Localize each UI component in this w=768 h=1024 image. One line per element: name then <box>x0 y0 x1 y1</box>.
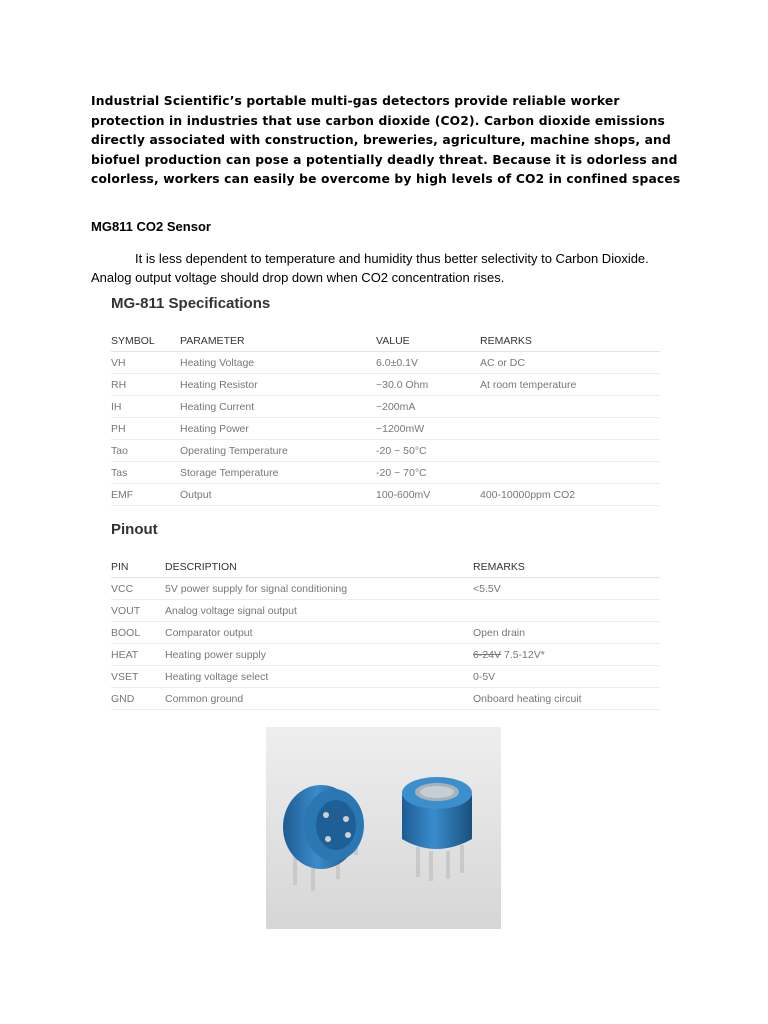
pin-name: VCC <box>111 578 165 600</box>
intro-paragraph: Industrial Scientific’s portable multi-gas detectors provide reliable worker protection in industries that use carbon dioxide (CO2). Carbon dioxide emissions directly associated with construction, breweries, agriculture, machine shops, and biofuel production can pose a potentially deadly threat. Because it is odorless and colorless, workers can easily be overcome by high levels of CO2 in confined spaces <box>91 94 681 187</box>
spec-value: ~1200mW <box>376 418 480 440</box>
spec-symbol: Tas <box>111 462 180 484</box>
table-row <box>111 352 660 374</box>
pin-remarks: <5.5V <box>473 578 660 600</box>
pin-remarks <box>473 644 660 666</box>
specs-header-parameter: PARAMETER <box>180 330 376 352</box>
table-row <box>111 644 660 666</box>
spec-parameter: Operating Temperature <box>180 440 376 462</box>
table-row <box>111 666 660 688</box>
pin-description: Comparator output <box>165 622 473 644</box>
pin-remarks <box>473 600 660 622</box>
spec-remarks: AC or DC <box>480 352 660 374</box>
pin-description: 5V power supply for signal conditioning <box>165 578 473 600</box>
spec-symbol: Tao <box>111 440 180 462</box>
spec-symbol: IH <box>111 396 180 418</box>
spec-value: 6.0±0.1V <box>376 352 480 374</box>
table-row <box>111 462 660 484</box>
specs-header-value: VALUE <box>376 330 480 352</box>
pin-description: Analog voltage signal output <box>165 600 473 622</box>
table-row <box>111 622 660 644</box>
spec-value: -20 ~ 70°C <box>376 462 480 484</box>
pinout-header-remarks: REMARKS <box>473 556 660 578</box>
table-row <box>111 374 660 396</box>
spec-parameter: Heating Current <box>180 396 376 418</box>
spec-symbol: EMF <box>111 484 180 506</box>
pinout-title: Pinout <box>111 521 158 538</box>
specs-table <box>111 330 660 506</box>
spec-value: 100-600mV <box>376 484 480 506</box>
pin-remarks: Onboard heating circuit <box>473 688 660 710</box>
table-row <box>111 440 660 462</box>
pin-remarks: 0-5V <box>473 666 660 688</box>
spec-parameter: Output <box>180 484 376 506</box>
specs-header-row <box>111 330 660 352</box>
pin-name: GND <box>111 688 165 710</box>
spec-parameter: Heating Voltage <box>180 352 376 374</box>
pin-name: VSET <box>111 666 165 688</box>
pin-remarks-current: 7.5-12V* <box>503 648 545 661</box>
pinout-table <box>111 556 660 710</box>
spec-value: -20 ~ 50°C <box>376 440 480 462</box>
pinout-header-row <box>111 556 660 578</box>
spec-remarks <box>480 462 660 484</box>
spec-value: ~200mA <box>376 396 480 418</box>
sensor-heading: MG811 CO2 Sensor <box>91 219 211 234</box>
table-row <box>111 688 660 710</box>
spec-remarks <box>480 418 660 440</box>
spec-remarks <box>480 440 660 462</box>
spec-remarks: At room temperature <box>480 374 660 396</box>
spec-remarks: 400-10000ppm CO2 <box>480 484 660 506</box>
spec-symbol: RH <box>111 374 180 396</box>
spec-value: ~30.0 Ohm <box>376 374 480 396</box>
pin-name: BOOL <box>111 622 165 644</box>
pinout-header-pin: PIN <box>111 556 165 578</box>
table-row <box>111 600 660 622</box>
table-row <box>111 396 660 418</box>
pin-description: Heating voltage select <box>165 666 473 688</box>
specs-header-symbol: SYMBOL <box>111 330 180 352</box>
table-row <box>111 484 660 506</box>
pin-remarks-struck: 6-24V <box>473 648 502 661</box>
pin-remarks: Open drain <box>473 622 660 644</box>
spec-remarks <box>480 396 660 418</box>
spec-symbol: PH <box>111 418 180 440</box>
pin-description: Common ground <box>165 688 473 710</box>
sensor-description: It is less dependent to temperature and humidity thus better selectivity to Carbon Dioxide. Analog output voltage should drop down when CO2 concentration rises. <box>91 251 649 285</box>
spec-symbol: VH <box>111 352 180 374</box>
table-row <box>111 418 660 440</box>
pinout-header-description: DESCRIPTION <box>165 556 473 578</box>
spec-parameter: Heating Power <box>180 418 376 440</box>
spec-parameter: Heating Resistor <box>180 374 376 396</box>
sensor-photo <box>266 727 501 929</box>
specs-header-remarks: REMARKS <box>480 330 660 352</box>
pin-name: HEAT <box>111 644 165 666</box>
table-row <box>111 578 660 600</box>
specs-title: MG-811 Specifications <box>111 295 271 312</box>
spec-parameter: Storage Temperature <box>180 462 376 484</box>
pin-description: Heating power supply <box>165 644 473 666</box>
pin-name: VOUT <box>111 600 165 622</box>
